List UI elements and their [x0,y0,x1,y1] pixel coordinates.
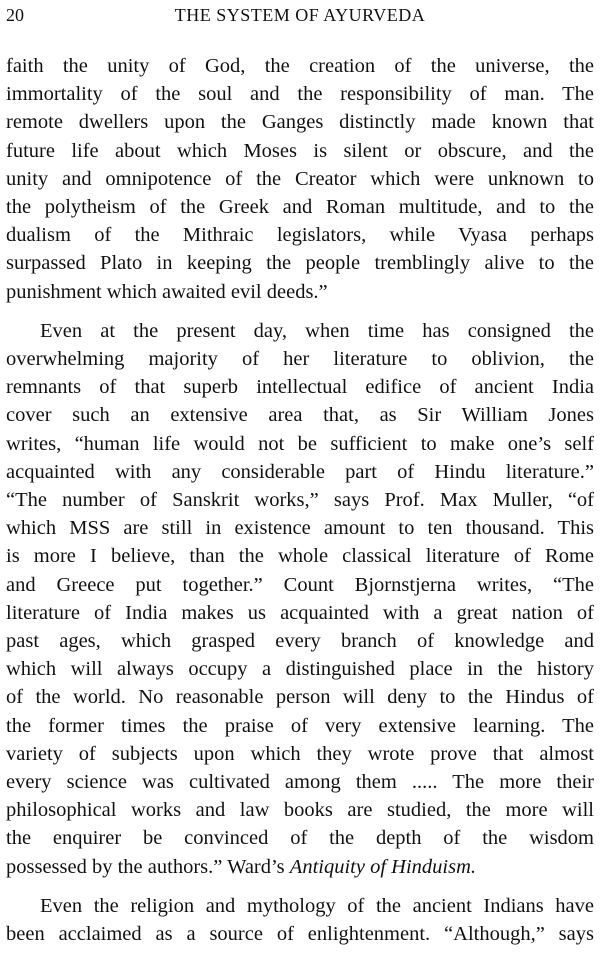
text-line: past ages, which grasped every branch of knowledge and [6,630,594,653]
paragraph-3 [6,892,594,948]
page-number: 20 [6,5,24,25]
text-line: variety of subjects upon which they wrote prove that almost [6,742,594,765]
text-line: overwhelming majority of her literature to oblivion, the [6,348,594,371]
text-line: remote dwellers upon the Ganges distinctly made known that [6,111,594,134]
text-line: been acclaimed as a source of enlightenment. “Although,” says [6,923,594,946]
text-line: which will always occupy a distinguished place in the history [6,658,594,681]
text-line: Even the religion and mythology of the ancient Indians have [40,894,594,917]
text-line: philosophical works and law books are studied, the more will [6,799,594,822]
text-line: literature of India makes us acquainted with a great nation of [6,601,594,624]
text-line: unity and omnipotence of the Creator which were unknown to [6,167,594,190]
text-line: every science was cultivated among them ..... The more their [6,771,594,794]
text-line: immortality of the soul and the responsibility of man. The [6,83,594,106]
text-line: writes, “human life would not be sufficient to make one’s self [6,432,594,455]
text-line: which MSS are still in existence amount to ten thousand. This [6,517,594,540]
text-line: Even at the present day, when time has consigned the [40,319,594,342]
paragraph-2 [6,317,594,881]
text-line: and Greece put together.” Count Bjornstjerna writes, “The [6,573,594,596]
running-title: THE SYSTEM OF AYURVEDA [174,5,426,25]
text-line: dualism of the Mithraic legislators, while Vyasa perhaps [6,224,594,247]
body-text [6,52,594,948]
text-line: is more I believe, than the whole classical literature of Rome [6,545,594,568]
text-line: cover such an extensive area that, as Sir William Jones [6,404,594,427]
citation-prefix: possessed by the authors.” Ward’s [6,855,290,878]
text-line: of the world. No reasonable person will deny to the Hindus of [6,686,594,709]
text-line: the enquirer be convinced of the depth of the wisdom [6,827,594,850]
text-line: punishment which awaited evil deeds.” [6,280,328,303]
text-line: the former times the praise of very extensive learning. The [6,714,594,737]
text-line: faith the unity of God, the creation of the universe, the [6,55,594,77]
book-title-citation: Antiquity of Hinduism. [289,855,476,878]
text-line: “The number of Sanskrit works,” says Prof. Max Muller, “of [6,489,594,512]
page-header [6,4,594,28]
text-line: the polytheism of the Greek and Roman multitude, and to the [6,196,594,219]
text-line: acquainted with any considerable part of Hindu literature.” [6,460,594,483]
text-line [6,853,594,881]
paragraph-1 [6,52,594,306]
text-line: surpassed Plato in keeping the people tremblingly alive to the [6,252,594,275]
text-line: future life about which Moses is silent or obscure, and the [6,139,594,162]
text-line: remnants of that superb intellectual edifice of ancient India [6,376,594,399]
